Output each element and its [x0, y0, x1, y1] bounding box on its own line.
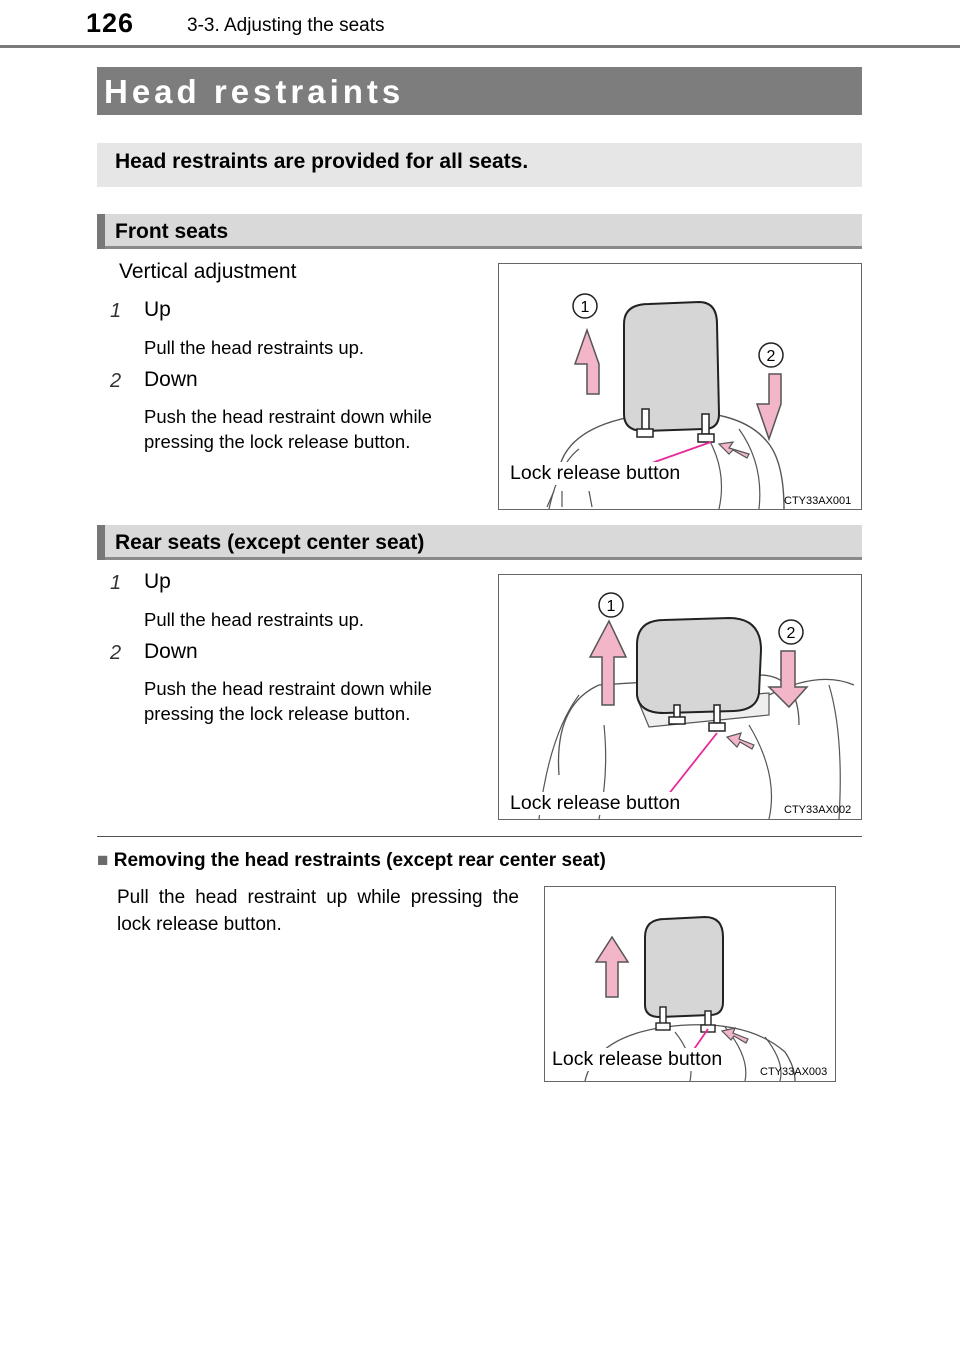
removing-text: Pull the head restraint up while pressing the lock release button. [117, 887, 519, 935]
front-lock-release-label: Lock release button [510, 462, 681, 484]
front-step-2-number: 2 [110, 370, 122, 392]
front-step-1-label: Up [144, 298, 171, 321]
front-seats-heading: Front seats [115, 220, 229, 243]
removing-lock-release-label: Lock release button [552, 1048, 723, 1070]
rear-callout-1: 1 [606, 598, 616, 615]
front-callout-2: 2 [766, 348, 776, 365]
front-step-2-desc-line-1: Push the head restraint down while [144, 406, 432, 427]
header-rule [0, 45, 960, 48]
front-step-1-desc: Pull the head restraints up. [144, 337, 365, 358]
front-step-2-label: Down [144, 368, 198, 391]
removing-rule [97, 836, 862, 837]
front-step-2-desc-line-2: pressing the lock release button. [144, 431, 411, 452]
front-step-2-desc [144, 404, 432, 454]
rear-lock-release-label: Lock release button [510, 792, 681, 814]
rear-seats-marker [97, 525, 105, 560]
rear-step-2-desc [144, 676, 432, 726]
rear-step-2-label: Down [144, 640, 198, 663]
rear-seats-heading: Rear seats (except center seat) [115, 531, 425, 554]
rear-step-1-number: 1 [110, 572, 122, 594]
square-bullet-icon: ■ [97, 850, 109, 871]
page-title: Head restraints [104, 73, 405, 110]
vertical-adjustment-label: Vertical adjustment [119, 260, 297, 283]
page-number: 126 [86, 8, 135, 38]
rear-step-1-desc: Pull the head restraints up. [144, 609, 365, 630]
rear-step-2-desc-line-1: Push the head restraint down while [144, 678, 432, 699]
front-seats-marker [97, 214, 105, 249]
rear-step-2-desc-line-2: pressing the lock release button. [144, 703, 411, 724]
rear-step-2-number: 2 [110, 642, 122, 664]
removing-heading [97, 850, 606, 872]
front-figure-code: CTY33AX001 [784, 495, 852, 507]
rear-figure-code: CTY33AX002 [784, 804, 852, 816]
removing-heading-text: Removing the head restraints (except rear center seat) [113, 850, 606, 871]
rear-callout-2: 2 [786, 625, 796, 642]
intro-text: Head restraints are provided for all seats. [115, 150, 529, 173]
rear-step-1-label: Up [144, 570, 171, 593]
removing-figure-code: CTY33AX003 [760, 1066, 828, 1078]
front-callout-1: 1 [580, 299, 590, 316]
chapter-title: 3-3. Adjusting the seats [187, 15, 385, 36]
front-step-1-number: 1 [110, 300, 122, 322]
rear-seat-figure [498, 574, 862, 820]
